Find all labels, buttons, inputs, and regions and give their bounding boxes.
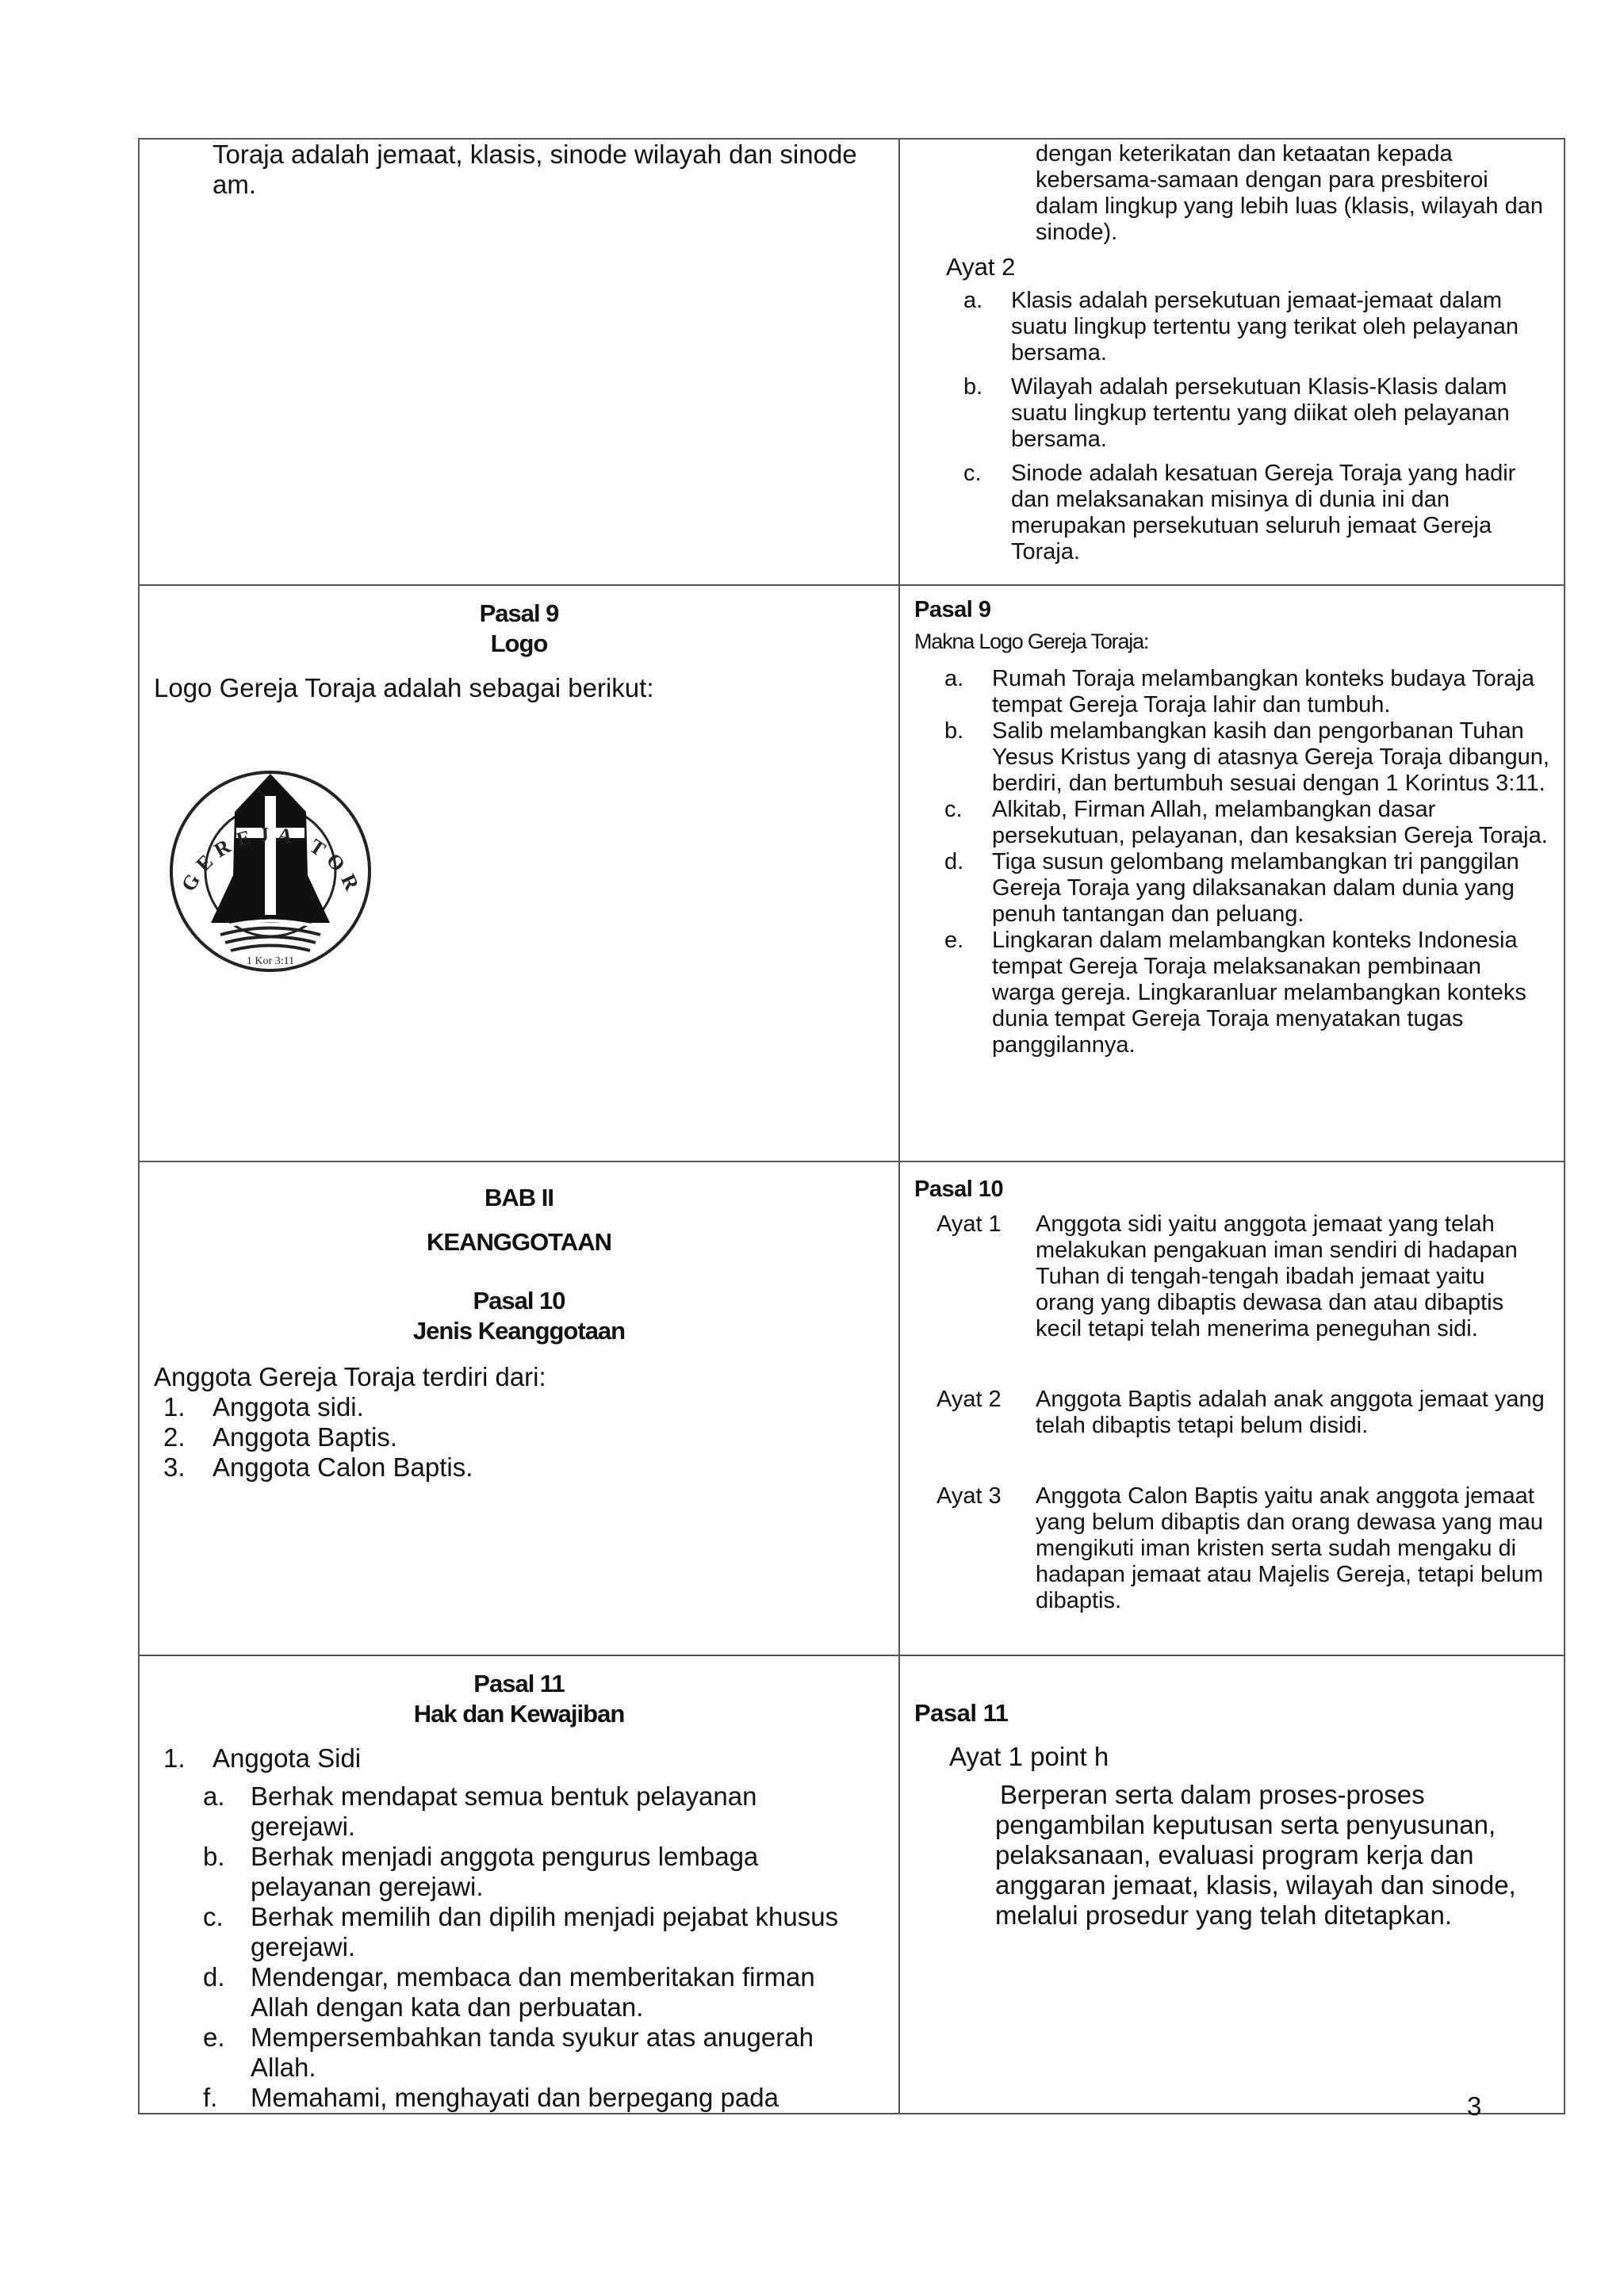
ayat-text: Anggota Calon Baptis yaitu anak anggota jemaat yang belum dibaptis dan orang dewasa yang mau mengikuti iman kristen serta sudah mengaku di hadapan jemaat atau Majelis Gereja, tetapi belum dibaptis. xyxy=(1036,1483,1544,1613)
pasal-9-right-title: Pasal 9 xyxy=(914,597,991,622)
table-row xyxy=(139,139,1565,585)
item-marker: a. xyxy=(963,288,983,313)
list-item xyxy=(140,2083,867,2113)
pasal-11-title: Pasal 11 xyxy=(473,1670,565,1697)
pasal-9-title: Pasal 9 xyxy=(479,599,559,627)
pasal-10-title: Pasal 10 xyxy=(473,1287,565,1314)
row3-left-cell xyxy=(139,1161,899,1655)
item-text: Berhak memilih dan dipilih menjadi pejabat khusus gerejawi. xyxy=(251,1902,839,1961)
pasal-11-right-title: Pasal 11 xyxy=(914,1699,1009,1727)
list-item xyxy=(140,1962,867,2022)
row1-continued-text: dengan keterikatan dan ketaatan kepada kebersama-samaan dengan para presbiteroi dalam lingkup yang lebih luas (klasis, wilayah dan sinode). xyxy=(1036,141,1543,245)
item-text: Berhak menjadi anggota pengurus lembaga pelayanan gerejawi. xyxy=(251,1842,759,1901)
list-item xyxy=(140,1452,898,1483)
row1-item-list xyxy=(900,280,1548,565)
ayat-item xyxy=(900,1342,1549,1439)
item-marker: b. xyxy=(963,374,983,400)
ayat-item xyxy=(900,1439,1549,1614)
item-text: Anggota Calon Baptis. xyxy=(213,1452,473,1482)
ayat-label: Ayat 3 xyxy=(936,1483,1002,1509)
item-text: Wilayah adalah persekutuan Klasis-Klasis dalam suatu lingkup tertentu yang diikat oleh pelayanan bersama. xyxy=(1011,374,1510,452)
membership-list xyxy=(140,1392,898,1483)
row3-right-cell xyxy=(899,1161,1565,1655)
logo-ring-text: GEREJA TOR xyxy=(176,822,367,901)
row4-right-cell xyxy=(899,1655,1565,2114)
item-text: Tiga susun gelombang melambangkan tri panggilan Gereja Toraja yang dilaksanakan dalam dunia yang penuh tantangan dan peluang. xyxy=(992,849,1519,927)
list-item xyxy=(900,718,1549,797)
list-item xyxy=(900,849,1549,928)
item-text: Anggota sidi. xyxy=(213,1392,364,1422)
row1-left-cell xyxy=(139,139,899,585)
table-row xyxy=(139,585,1565,1161)
item-marker: 3. xyxy=(163,1452,186,1482)
item-text: Anggota Baptis. xyxy=(213,1422,397,1452)
item-text: Anggota Sidi xyxy=(213,1743,362,1773)
item-marker: b. xyxy=(203,1842,225,1871)
list-item xyxy=(140,1422,898,1452)
list-item xyxy=(140,1781,867,1842)
pasal-9-subtitle: Logo xyxy=(490,629,548,657)
item-marker: e. xyxy=(203,2022,225,2052)
list-head xyxy=(140,1729,898,1774)
list-item xyxy=(900,928,1549,1058)
item-marker: b. xyxy=(944,718,964,744)
table-row xyxy=(139,1161,1565,1655)
list-item xyxy=(140,1392,898,1422)
item-marker: a. xyxy=(203,1781,225,1811)
item-text: Mempersembahkan tanda syukur atas anugerah Allah. xyxy=(251,2022,814,2082)
item-marker: 2. xyxy=(163,1422,186,1452)
item-text: Sinode adalah kesatuan Gereja Toraja yang hadir dan melaksanakan misinya di dunia ini dan merupakan persekutuan seluruh jemaat Gereja Toraja. xyxy=(1011,461,1516,564)
ayat-item xyxy=(900,1203,1549,1342)
item-marker: c. xyxy=(944,797,963,822)
pasal-11-subtitle: Hak dan Kewajiban xyxy=(413,1700,625,1728)
row1-right-cell xyxy=(899,139,1565,585)
pasal-10-subtitle: Jenis Keanggotaan xyxy=(412,1317,626,1345)
logo-meaning-heading: Makna Logo Gereja Toraja: xyxy=(914,629,1149,653)
item-text: Mendengar, membaca dan memberitakan firman Allah dengan kata dan perbuatan. xyxy=(251,1962,815,2022)
item-text: Berhak mendapat semua bentuk pelayanan gerejawi. xyxy=(251,1781,757,1841)
logo-verse-text: 1 Kor 3:11 xyxy=(246,955,295,967)
page-number: 3 xyxy=(1467,2091,1482,2121)
item-marker: 1. xyxy=(163,1743,186,1773)
ayat-text: Anggota Baptis adalah anak anggota jemaat yang telah dibaptis tetapi belum disidi. xyxy=(1036,1387,1545,1438)
bab-title: KEANGGOTAAN xyxy=(427,1228,611,1256)
list-item xyxy=(900,797,1549,849)
item-marker: e. xyxy=(944,928,964,953)
item-marker: 1. xyxy=(163,1392,186,1422)
item-text: Alkitab, Firman Allah, melambangkan dasar persekutuan, pelayanan, dan kesaksian Gereja Toraja. xyxy=(992,797,1548,848)
row1-ayat-label: Ayat 2 xyxy=(946,253,1016,281)
list-item xyxy=(900,288,1548,366)
item-text: Rumah Toraja melambangkan konteks budaya Toraja tempat Gereja Toraja lahir dan tumbuh. xyxy=(992,666,1535,718)
item-text: Lingkaran dalam melambangkan konteks Indonesia tempat Gereja Toraja melaksanakan pembinaan warga gereja. Lingkaranluar melambangkan konteks dunia tempat Gereja Toraja menyatakan tugas panggilannya. xyxy=(992,928,1526,1058)
logo-meaning-list xyxy=(900,655,1549,1058)
article-table xyxy=(138,138,1565,2114)
item-marker: c. xyxy=(963,461,982,486)
item-text: Klasis adalah persekutuan jemaat-jemaat dalam suatu lingkup tertentu yang terikat oleh pelayanan bersama. xyxy=(1011,288,1519,365)
item-marker: d. xyxy=(203,1962,225,1992)
logo-intro-text: Logo Gereja Toraja adalah sebagai berikut: xyxy=(154,673,654,702)
pasal-10-right-title: Pasal 10 xyxy=(914,1177,1004,1202)
item-text: Salib melambangkan kasih dan pengorbanan Tuhan Yesus Kristus yang di atasnya Gereja Toraja dibangun, berdiri, dan bertumbuh sesuai dengan 1 Korintus 3:11. xyxy=(992,718,1549,796)
ayat-text: Anggota sidi yaitu anggota jemaat yang telah melakukan pengakuan iman sendiri di hadapan Tuhan di tengah-tengah ibadah jemaat yaitu orang yang dibaptis dewasa dan atau dibaptis kecil tetapi telah menerima peneguhan sidi. xyxy=(1036,1211,1518,1341)
item-text: Memahami, menghayati dan berpegang pada xyxy=(251,2083,779,2112)
item-marker: f. xyxy=(203,2083,218,2112)
list-item xyxy=(900,461,1548,565)
bab-number: BAB II xyxy=(485,1184,553,1211)
row4-left-cell xyxy=(139,1655,899,2114)
ayat-point-text: Berperan serta dalam proses-proses pengambilan keputusan serta penyusunan, pelaksanaan, evaluasi program kerja dan anggaran jemaat, klasis, wilayah dan sinode, melalui prosedur yang telah ditetapkan. xyxy=(995,1780,1516,1930)
rights-list xyxy=(140,1774,898,2113)
item-marker: a. xyxy=(944,666,964,691)
row1-left-text: Toraja adalah jemaat, klasis, sinode wilayah dan sinode am. xyxy=(213,140,857,199)
ayat-label: Ayat 2 xyxy=(936,1387,1002,1412)
item-marker: d. xyxy=(944,849,964,874)
gereja-toraja-logo xyxy=(163,764,377,978)
table-row xyxy=(139,1655,1565,2114)
list-item xyxy=(140,1842,867,1902)
list-item xyxy=(140,2022,867,2083)
membership-intro: Anggota Gereja Toraja terdiri dari: xyxy=(154,1362,546,1391)
ayat-point-label: Ayat 1 point h xyxy=(949,1742,1109,1771)
row2-left-cell xyxy=(139,585,899,1161)
list-item xyxy=(900,374,1548,453)
item-marker: c. xyxy=(203,1902,224,1931)
list-item xyxy=(140,1902,867,1962)
list-item xyxy=(900,666,1549,718)
row2-right-cell xyxy=(899,585,1565,1161)
ayat-label: Ayat 1 xyxy=(936,1211,1002,1237)
